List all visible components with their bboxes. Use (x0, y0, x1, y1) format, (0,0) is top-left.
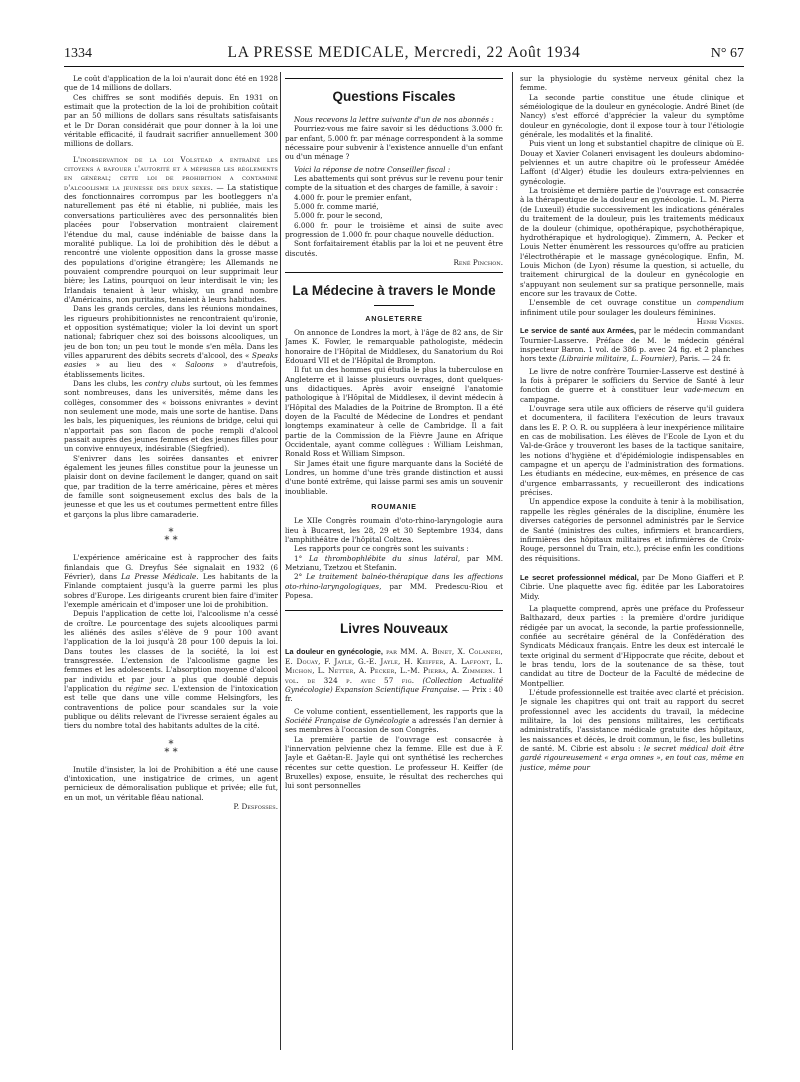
subheading-country: ROUMANIE (371, 502, 417, 512)
paragraph: La plaquette comprend, après une préface du Professeur Balthazard, deux parties : la première d'ordre juridique rédigée par un avocat, la seconde, la partie professionnelle, confiée au secrétaire général de la Confédération des Syndicats Médicaux français. Entre les deux est intercalé le texte original du serment d'Hippocrate que récite, debout et le bras tendu, lors de la soutenance de sa thèse, tout candidat au titre de Docteur de la Faculté de médecine de Montpellier. (520, 603, 744, 688)
section-rule (285, 78, 503, 79)
paragraph: Puis vient un long et substantiel chapitre de clinique où E. Douay et Xavier Colaneri envisagent les douleurs abdomino-pelviennes et un autre chapitre où le professeur Amédée Laffont (d'Alger) étudie les douleurs extra-pelviennes en gynécologie. (520, 139, 744, 186)
journal-title: LA PRESSE MEDICALE, Mercredi, 22 Août 1934 (227, 44, 581, 61)
column-1 (64, 74, 278, 1054)
list-item: 1° La thrombophlébite du sinus latéral, par MM. Metzianu, Tzetzou et Stefanin. (285, 553, 503, 573)
paragraph: S'enivrer dans les soirées dansantes et enivrer également les jeunes filles constitue pour la jeunesse un plaisir dont on devine facilement le danger, quand on sait que, par tradition de la terre américaine, pères et mères de famille sont soigneusement exclus des bals de la jeunesse et que les us et coutumes permettent entre filles et garçons la plus libre camaraderie. (64, 453, 278, 519)
paragraph: Ce volume contient, essentiellement, les rapports que la Société Française de Gynécologie a adressés l'an dernier à ses membres à l'occasion de son Congrès. (285, 706, 503, 735)
section-heading-fiscal: Questions Fiscales (332, 89, 456, 104)
column-3 (520, 74, 744, 1054)
paragraph: L'inobservation de la loi Volstead a entraîné les citoyens à bafouer l'autorité et à mépriser les règlements en général; cette loi de prohibition a contaminé d'alcoolisme la jeunesse des deux sexes. — La statistique des fonctionnaires corrompus par les bootleggers n'a naturellement pas été ni établie, ni publiée, mais les conversations particulières avec des personnalités bien placées pour l'observation montraient clairement l'étendue du mal, cause indéniable de baisse dans la moralité publique. La loi de prohibition dès le début a rencontré une violente opposition dans la grosse masse des populations d'origine étrangère; les Allemands ne pouvaient comprendre pourquoi on leur supprimait leur bière; les Latins, pourquoi on leur interdisait le vin; les Irlandais tenaient à leur whisky, un grand nombre d'Américains, non puritains, tenaient à leurs habitudes. (64, 154, 278, 304)
paragraph: Il fut un des hommes qui étudia le plus la tuberculose en Angleterre et il laisse plusieurs ouvrages, dont quelques-uns didactiques. Après avoir enseigné l'anatomie pathologique à l'Hôpital de Middlesex, il devint médecin à l'Hôpital des Maladies de la Poitrine de Brompton. Il a été doyen de la Faculté de Médecine de Londres et pendant longtemps examinateur à celle de Cambridge. Il a fait partie de la Commission de la Fièvre Jaune en Afrique Occidentale, ayant comme collègues : William Leishman, Ronald Ross et William Simpson. (285, 365, 503, 459)
paragraph: Le coût d'application de la loi n'aurait donc été en 1928 que de 14 millions de dollars. (64, 74, 278, 93)
paragraph: Un appendice expose la conduite à tenir à la mobilisation, rappelle les règles générales de la discipline, énumère les diverses catégories de personnel administrés par le Service de Santé (ministres des cultes, infirmiers et brancardiers, infirmières des hôpitaux militaires et infirmières de Croix-Rouge, personnel du Train, etc.), précise enfin les conditions des réquisitions. (520, 497, 744, 563)
asterism-separator: * * * (164, 738, 178, 758)
column-divider (512, 72, 513, 1050)
paragraph-lead: L'inobservation de la loi Volstead a entraîné les citoyens à bafouer l'autorité et à mépriser les règlements en général; cette loi de prohibition a contaminé d'alcoolisme la jeunesse des deux sexes. (64, 154, 278, 192)
paragraph: Depuis l'application de cette loi, l'alcoolisme n'a cessé de croître. Le pourcentage des sujets alcooliques parmi les aliénés des asiles s'élève de 9 pour 100 avant l'application de la loi jusqu'à 28 pour 100 depuis la loi. Dans toutes les classes de la société, la loi est transgressée. L'extension de l'alcoolisme gagne les femmes et les adolescents. L'absorption moyenne d'alcool par individu et par jour a plus que doublé depuis l'application du régime sec. L'extension de l'intoxication est telle que dans une ville comme Helsingfors, les contraventions de police pour scandales sur la voie publique ou délits relevant de l'ivresse seraient égales au tiers du nombre total des habitants adultes de la cité. (64, 609, 278, 731)
paragraph: Sir James était une figure marquante dans la Société de Londres, un homme d'une très grande distinction et aussi d'une bonté extrême, qui laisse parmi ses amis un souvenir inoubliable. (285, 458, 503, 496)
paragraph: L'ensemble de cet ouvrage constitue un compendium infiniment utile pour soulager les douleurs féminines. (520, 298, 744, 317)
list-item: 5.000 fr. pour le second, (294, 211, 383, 221)
book-entry-head: La douleur en gynécologie, par MM. A. Binet, X. Colaneri, E. Douay, F. Jayle, G.-E. Jayle, H. Keiffer, A. Laffont, L. Michon, L. Netter, A. Pecker, L.-M. Pierra, A. Zimmern. 1 vol. de 324 p. avec 57 fig. (Collection Actualité Gynécologie) Expansion Scientifique Française. — Prix : 40 fr. (285, 647, 503, 704)
paragraph: Le livre de notre confrère Tournier-Lasserve est destiné à la fois à préparer le sofficiers du Service de Santé à leur fonction de guerre et à constituer leur vade-mecum en campagne. (520, 366, 744, 404)
issue-number: N° 67 (710, 46, 744, 61)
section-rule (285, 610, 503, 611)
column-divider (280, 72, 281, 1050)
asterism-separator: * * * (164, 527, 178, 547)
paragraph: Dans les clubs, les contry clubs surtout, où les femmes sont nombreuses, dans les universités, même dans les collèges, consommer des « boissons enivrantes » devint non seulement une mode, mais une sorte de hantise. Dans les bals, les piqueniques, les réunions de bridge, celui qui n'apportait pas son flacon de poche rempli d'alcool passait auprès des jeunes femmes et des jeunes filles pour un convive ennuyeux, indésirable (Siegfried). (64, 379, 278, 454)
paragraph: On annonce de Londres la mort, à l'âge de 82 ans, de Sir James K. Fowler, le remarquable pathologiste, médecin honoraire de l'Hôpital de Middlesex, du Sanatorium du Roi Edouard VII et de l'Hôpital de Brompton. (285, 327, 503, 365)
column-2 (285, 74, 503, 1054)
paragraph: La seconde partie constitue une étude clinique et séméiologique de la douleur en gynécologie. André Binet (de Nancy) s'est efforcé d'apprécier la valeur du symptôme douleur en gynécologie, dont il expose tour à tour l'étiologie générale, les modalités et la finalité. (520, 92, 744, 140)
section-heading-world: La Médecine à travers le Monde (292, 282, 496, 298)
paragraph: Voici la réponse de notre Conseiller fiscal : (294, 164, 451, 174)
paragraph: Pourriez-vous me faire savoir si les déductions 3.000 fr. par enfant, 5.000 fr. par ménage correspondent à la somme nécessaire pour subvenir à l'existence annuelle d'un enfant ou d'un ménage ? (285, 124, 503, 162)
paragraph: Les rapports pour ce congrès sont les suivants : (294, 544, 469, 554)
book-entry-head: Le secret professionnel médical, par De Mono Giafferi et P. Cibrie. Une plaquette avec fig. éditée par les Laboratoires Midy. (520, 572, 744, 601)
paragraph: sur la physiologie du système nerveux génital chez la femme. (520, 74, 744, 93)
list-item: 2° Le traitement balnéo-thérapique dans les affections oto-rhino-laryngologiques, par MM. Predescu-Riou et Popesa. (285, 572, 503, 601)
paragraph: La troisième et dernière partie de l'ouvrage est consacrée à la thérapeutique de la douleur en gynécologie. L. M. Pierra (de Luxeuil) étudie successivement les indications générales du traitement de la douleur, puis les traitements médicaux de la douleur (chimique, opothérapique, psychothérapique, hydrothérapique et hydrologique). Zimmern, A. Pecker et Louis Netter énumèrent les ressources qu'offre au praticien l'électrothérapie et le massage gynécologique. Enfin, M. Louis Michon (de Lyon) résume la question, si actuelle, du traitement chirurgical de la douleur en gynécologie en s'appuyant non seulement sur sa pratique personnelle, mais encore sur les travaux de Cotte. (520, 186, 744, 298)
short-rule (374, 305, 414, 306)
paragraph: Nous recevons la lettre suivante d'un de nos abonnés : (294, 115, 494, 124)
author-signature: P. Desfosses. (233, 802, 278, 812)
paragraph: L'expérience américaine est à rapprocher des faits finlandais que G. Dreyfus Sée signalait en 1932 (6 Février), dans La Presse Médicale. Les habitants de la Finlande comptaient jusqu'à la guerre parmi les plus sobres d'Europe. Les dirigeants crurent bien faire d'imiter l'exemple américain et d'imposer une loi de prohibition. (64, 553, 278, 609)
book-entry-head: Le service de santé aux Armées, par le médecin commandant Tournier-Lasserve. Préface de M. le médecin général inspecteur Baron. 1 vol. de 386 p. avec 24 fig. et 2 planches hors texte (Librairie militaire, L. Fournier), Paris. — 24 fr. (520, 326, 744, 364)
section-rule (285, 272, 503, 273)
author-signature: Henri Vignes. (696, 316, 744, 326)
page-number: 1334 (64, 46, 92, 61)
list-item: 4.000 fr. pour le premier enfant, (294, 192, 412, 202)
paragraph: L'étude professionnelle est traitée avec clarté et précision. Je signale les chapitres qui ont trait au rapport du secret professionnel avec les accidents du travail, la médecine militaire, la loi des pensions militaires, les certificats administratifs, l'assistance médicale gratuite des hôpitaux, les naissances et décès, le droit commun, le fisc, les bulletins de santé. M. Cibrie est absolu : le secret médical doit être gardé rigoureusement « erga omnes », en tout cas, même en justice, même pour (520, 688, 744, 772)
page-header (64, 44, 744, 64)
subheading-country: ANGLETERRE (365, 313, 423, 323)
section-heading-books: Livres Nouveaux (339, 621, 449, 637)
list-item: 6.000 fr. pour le troisième et ainsi de suite avec progression de 1.000 fr. pour chaque nouvelle déduction. (285, 220, 503, 240)
paragraph: Ces chiffres se sont modifiés depuis. En 1931 on estimait que la protection de la loi de prohibition coûtait par an 50 millions de dollars sans résultats satisfaisants et le Dr Doran considérait que pour donner à la loi une véritable efficacité, il faudrait sacrifier annuellement 300 millions de dollars. (64, 92, 278, 149)
header-rule (64, 66, 744, 67)
list-item: 5.000 fr. comme marié, (294, 202, 379, 212)
author-signature: René Pinchon. (453, 258, 503, 268)
paragraph: Dans les grands cercles, dans les réunions mondaines, les rigueurs prohibitionnistes ne rencontraient qu'ironie, et opposition systématique; violer la loi devint un sport national; fabriquer chez soi des boissons alcooliques, un jeu de bon ton; un peu tout le monde s'en mêla. Dans les villes apparurent des débits secrets d'alcool, des « Speaks easies » au lieu des « Saloons » d'autrefois, établissements licites. (64, 304, 278, 379)
paragraph: La première partie de l'ouvrage est consacrée à l'innervation pelvienne chez la femme. Elle est due à F. Jayle et Gaëtan-E. Jayle qui ont synthétisé les recherches récentes sur cette question. Le professeur H. Keiffer (de Bruxelles) expose, ensuite, le résultat des recherches qui lui sont personnelles (285, 734, 503, 791)
paragraph: Inutile d'insister, la loi de Prohibition a été une cause d'intoxication, une instigatrice de crimes, un agent pernicieux de démoralisation publique et privée; elle fut, en un mot, un véritable fléau national. (64, 764, 278, 802)
paragraph: Sont forfaitairement établis par la loi et ne peuvent être discutés. (285, 239, 503, 258)
paragraph: Les abattements qui sont prévus sur le revenu pour tenir compte de la situation et des charges de famille, à savoir : (285, 174, 503, 193)
paragraph: L'ouvrage sera utile aux officiers de réserve qu'il guidera et documentera, il facilitera l'exécution de leurs travaux dans les E. P. O. R. ou suppléera à leur inexpérience militaire en cas de mobilisation. Les élèves de l'Ecole de Lyon et du Val-de-Grâce y trouveront les bases de la tactique sanitaire, les notions d'hygiène et d'épidémiologie indispensables en campagne et un aperçu de l'administration des formations. Les étudiants en médecine, eux-mêmes, en présence de cas d'urgence embarrassants, y recueilleront des indications précises. (520, 404, 744, 498)
paragraph: Le XIIe Congrès roumain d'oto-rhino-laryngologie aura lieu à Bucarest, les 28, 29 et 30 Septembre 1934, dans l'amphithéâtre de l'hôpital Coltzea. (285, 516, 503, 545)
